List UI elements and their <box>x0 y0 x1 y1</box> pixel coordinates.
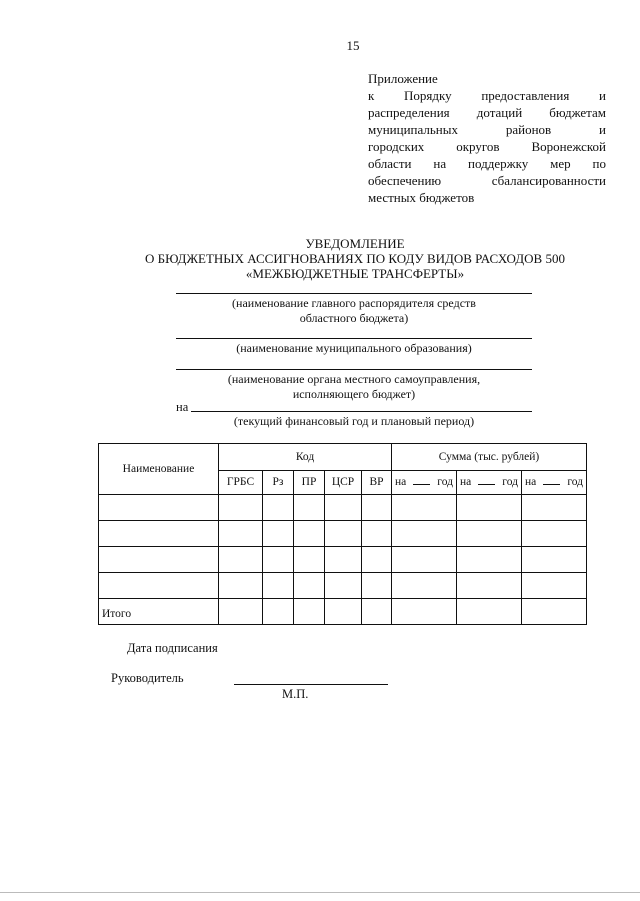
municipality-caption: (наименование муниципального образования) <box>236 341 472 355</box>
appendix-line: муниципальных районов и <box>368 122 606 137</box>
table-row <box>99 495 587 521</box>
appendix-line: распределения дотаций бюджетам <box>368 105 606 120</box>
table-row <box>99 547 587 573</box>
total-label: Итого <box>99 599 219 625</box>
seal-label: М.П. <box>282 687 309 701</box>
title-line-1: УВЕДОМЛЕНИЕ <box>305 236 405 251</box>
period-line[interactable] <box>191 411 532 412</box>
authority-caption: (наименование органа местного самоуправления, исполняющего бюджет) <box>227 372 481 401</box>
col-header-year-1: на год <box>392 471 457 495</box>
period-caption: (текущий финансовый год и плановый период) <box>233 414 475 428</box>
col-header-sum: Сумма (тыс. рублей) <box>392 444 587 471</box>
distributor-line[interactable] <box>176 293 532 294</box>
appendix-block <box>368 70 606 206</box>
appendix-line: Приложение <box>368 71 438 86</box>
municipality-line[interactable] <box>176 338 532 339</box>
page-edge-rule <box>0 892 640 893</box>
title-line-3: «МЕЖБЮДЖЕТНЫЕ ТРАНСФЕРТЫ» <box>245 266 465 281</box>
col-header-code: Код <box>219 444 392 471</box>
total-row <box>99 599 587 625</box>
title-line-2: О БЮДЖЕТНЫХ АССИГНОВАНИЯХ ПО КОДУ ВИДОВ РАСХОДОВ 500 <box>145 251 565 266</box>
col-header-vr: ВР <box>362 471 392 495</box>
signature-line[interactable] <box>234 684 388 685</box>
head-label: Руководитель <box>111 671 184 685</box>
page-number: 15 <box>346 38 360 53</box>
col-header-csr: ЦСР <box>325 471 362 495</box>
signing-date-label: Дата подписания <box>127 641 218 655</box>
col-header-year-2: на год <box>457 471 522 495</box>
col-header-year-3: на год <box>522 471 587 495</box>
authority-line[interactable] <box>176 369 532 370</box>
appendix-line: области на поддержку мер по <box>368 156 606 171</box>
col-header-grbs: ГРБС <box>219 471 263 495</box>
col-header-rz: Рз <box>263 471 294 495</box>
appendix-line: обеспечению сбалансированности <box>368 173 606 188</box>
allocations-table <box>98 443 587 625</box>
col-header-pr: ПР <box>294 471 325 495</box>
distributor-caption: (наименование главного распорядителя средств областного бюджета) <box>232 296 476 325</box>
appendix-line: городских округов Воронежской <box>368 139 606 154</box>
na-prefix: на <box>176 400 189 414</box>
table-row <box>99 521 587 547</box>
appendix-line: к Порядку предоставления и <box>368 88 606 103</box>
table-row <box>99 573 587 599</box>
appendix-line: местных бюджетов <box>368 190 475 205</box>
document-title <box>100 236 610 281</box>
col-header-name: Наименование <box>99 444 219 495</box>
